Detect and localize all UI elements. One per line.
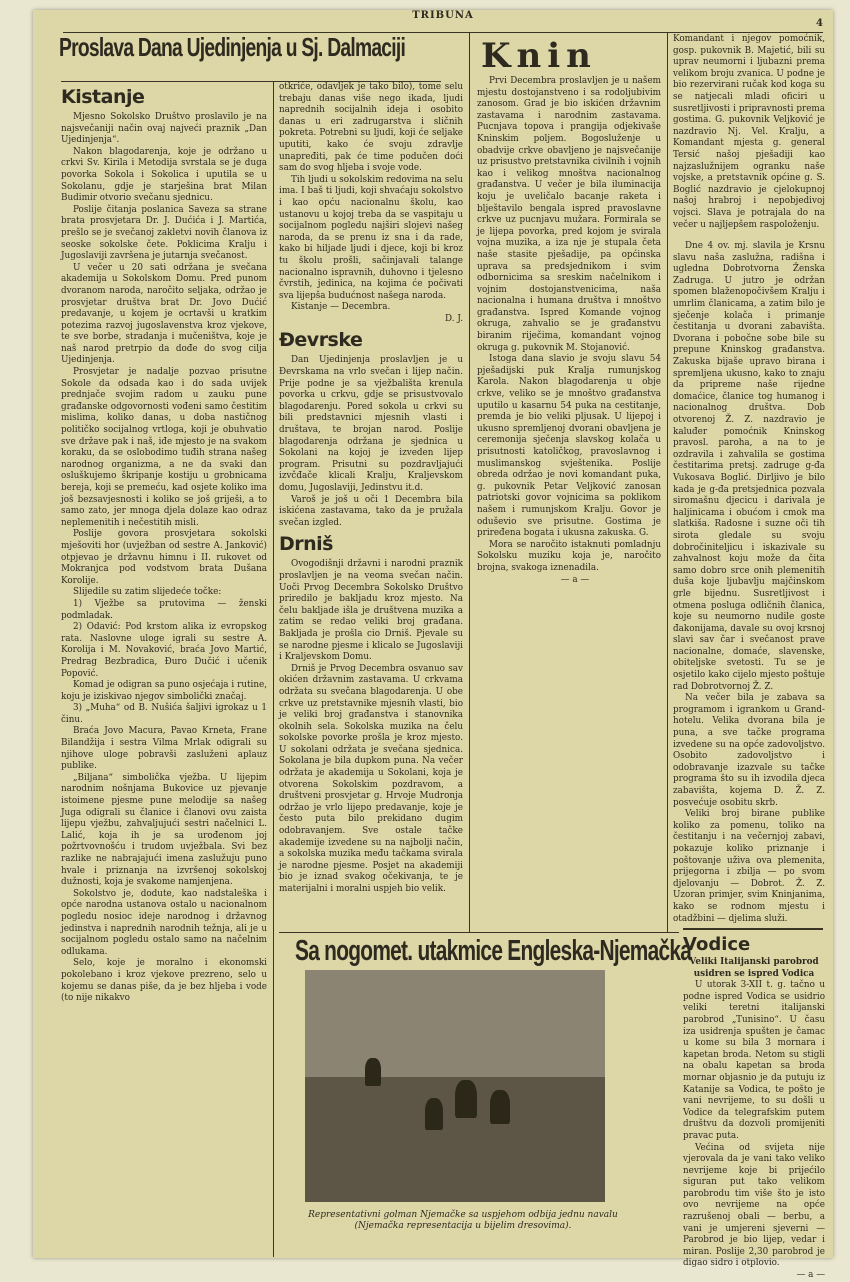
column-divider xyxy=(667,32,668,932)
football-headline: Sa nogomet. utakmice Engleska-Njemačka xyxy=(295,935,692,967)
column-knin-1 xyxy=(477,76,661,932)
paragraph: Drniš je Prvog Decembra osvanuo sav okićen državnim zastavama. U crkvama održata su svečana blagodarenja. U obe crkve uz pretstavnike mjesnih vlasti, bio je veliki broj građanstva i stanovnika okolnih sela. Sokolska muzika na čelu sokolske povorke prošla je kroz mjesto. U sokolani održata je svečana sjednica. Sokolana je bila dupkom puna. Na večer održata je akademija u Sokolani, koja je otvorena Sokolskim pozdravom, a društveni prosvjetar g. Hrvoje Mudronja održao je vrlo lijepo predavanje, koje je često puta bilo prekidano dugim odobravanjem. Sve ostale tačke akademije izvedene su na najbolji način, a sokolska muzika među tačkama svirala je narodne pjesme. Posjet na akademiji bio je iznad svakog očekivanja, te je materijalni i moralni uspjeh bio velik. xyxy=(279,663,463,894)
paragraph: Mjesno Sokolsko Društvo proslavilo je na najsvečaniji način ovaj najveći praznik „Dan Ujedinjenja“. xyxy=(61,112,267,146)
paragraph: „Biljana“ simbolička vježba. U lijepim narodnim nošnjama Bukovice uz pjevanje istoimene pjesme pune melodije sa našeg Juga odigrali su članice i članovi ovu zaista lijepu vježbu, zahvaljujući sestri načelnici L. Lalić, koja ih je sa urođenom joj požrtvovnošću i trudom uvježbala. Svi bez razlike ne nabrajajući imena zaslužuju puno hvale i priznanja na izvršenoj sokolskoj dužnosti, koja je svakome namjenjena. xyxy=(61,772,267,888)
paragraph: Komad je odigran sa puno osjećaja i rutine, koju je iziskivao njegov simbolički značaj. xyxy=(61,680,267,702)
paragraph: Braća Jovo Macura, Pavao Krneta, Frane Bilandžija i sestra Vilma Mrlak odigrali su njihove uloge pobravši zasluženi aplauz publike. xyxy=(61,726,267,772)
masthead: TRIBUNA xyxy=(63,10,823,33)
section-heading-vodice: Vodice xyxy=(683,934,751,955)
paragraph: Istoga dana slavio je svoju slavu 54 pješadijski puk Kralja rumunjskog Karola. Nakon blagodarenja u obje crkve, veliko se je mnoštvo građanstva uputilo u kasarnu 54 puka na cestitanje, premda je bio veliki pljusak. U lijepoj i ukusno spremljenoj dvorani obavljena je ceremonija sječenja slavskog kolača u prisutnosti katoličkog, pravoslavnog i muslimanskog svještenika. Poslije obreda održao je novi komandant puka, g. pukovnik Petar Veljković zanosan patriotski govor vojnicima sa poklikom našem i rumunjskom Kralju. Govor je oduševio sve prisutne. Gostima je priređena bogata i ukusna zakuska. G. xyxy=(477,354,661,539)
section-heading-kistanje: Kistanje xyxy=(61,86,145,108)
signature: — a — xyxy=(560,574,590,585)
paragraph: 1) Vježbe sa prutovima — ženski podmladak. xyxy=(61,598,267,621)
paragraph: Prvi Decembra proslavljen je u našem mjestu dostojanstveno i sa rodoljubivim zanosom. Grad je bio iskićen državnim zastavama i narodnim zastavama. Pucnjava topova i prangija odjekivaše Kninskim poljem. Bogosluženje u obadvije crkve obavljeno je najsvečanije uz prisustvo pretstavnika civilnih i vojnih kao i velikog mnoštva nacionalnog građanstva. U večer je bila iluminacija koju je uveličalo bacanje raketa i blještavilo bengala ispred pravoslavne crkve uz pucnjavu mužara. Formirala se je lijepa povorka, pred kojom je svirala vojna muzika, a iza nje je stupala četa naše stasite pješadije, pa općinska uprava sa predsjednikom i svim odbornicima sa sreskim načelnikom i vojnim dostojanstvenicima, naša nacionalna i humana društva i mnoštvo građanstva. Ispred Komande vojnog okruga, zahvalio se je građanstvu biranim riječima, komandant vojnog okruga g. pukovnik M. Stojanović. xyxy=(477,76,661,353)
column-2 xyxy=(279,82,463,932)
column-kistanje-1 xyxy=(61,82,267,1257)
divider xyxy=(279,932,679,933)
paragraph: Nakon blagodarenja, koje je održano u crkvi Sv. Kirila i Metodija svrstala se je duga povorka Sokola i Sokolica i uputila se u Sokolanu, gdje je starješina brat Milan Budimir otvorio svečanu sjednicu. xyxy=(61,146,267,204)
section-heading-knin: Knin xyxy=(481,36,597,76)
section-heading-devrske: Đevrske xyxy=(279,329,363,352)
banner-headline: Proslava Dana Ujedinjenja u Sj. Dalmaciji xyxy=(59,32,406,62)
paragraph: Poslije čitanja poslanica Saveza sa strane brata prosvjetara Dr. J. Dućića i J. Martića, prešlo se je svečanoj zakletvi novih članova iz seoske sokolske čete. Poklicima Kralju i Jugoslaviji završena je jutarnja svečanost. xyxy=(61,204,267,262)
paragraph: Komandant i njegov pomoćnik, gosp. pukovnik B. Majetić, bili su uprav neumorni i ljubazni prema velikom broju zvanica. U podne je bio rezervirani ručak kod koga su se natjecali mladi oficiri u susretljivosti i pripravnosti prema gostima. G. pukovnik Veljković je nazdravio Nj. Vel. Kralju, a Komandant mjesta g. general Tersić našoj pješadiji kao najzaslužnijem ogranku naše vojske, a pretstavnik općine g. S. Boglić nazdravio je cjelokupnoj našoj hrabroj i nepobjedivoj vojsci. Slava je potrajala do na večer u najljepšem raspoloženju. xyxy=(673,34,825,230)
paragraph: Većina od svijeta nije vjerovala da je vani tako veliko nevrijeme koje bi prijećilo siguran put tako velikom parobrodu tim više što je isto ovo nevrijeme na opće razrušenoj obali — berbu, a vani je umjereni sjeverni — Parobrod je bio lijep, vedar i miran. Poslije 2,30 parobrod je digao sidro i otplovio. xyxy=(683,1142,825,1269)
page-number: 4 xyxy=(816,18,823,29)
column-vodice xyxy=(683,932,825,1281)
signature: D. J. xyxy=(445,313,463,324)
player-figure xyxy=(365,1058,381,1086)
player-figure xyxy=(455,1080,477,1118)
paragraph: Selo, koje je moralno i ekonomski pokolebano i kroz vjekove prezreno, selo u kojemu se danas piše, da je bez hljeba i vode (to nije nikakvo xyxy=(61,958,267,1004)
paragraph: Sokolstvo je, dodute, kao nadstaleška i opće narodna ustanova ostalo u nacionalnom pogledu nosioc ideje narodnog i državnog jedinstva i naprednih narodnih težnja, ali je u socijalnom pogledu ostalo samo na načelnim odlukama. xyxy=(61,888,267,957)
player-figure xyxy=(490,1090,510,1124)
paragraph: Dne 4 ov. mj. slavila je Krsnu slavu naša zaslužna, radišna i ugledna Dobrotvorna Ženska Zadruga. U jutro je održan spomen blaženopočivšem Kralju i umrlim članicama, a zatim bilo je sječenje kolača i primanje čestitanja u dvorani zabavišta. Dvorana i pobočne sobe bile su prepune Kninskog građanstva. Zakuska bijaše upravo birana i spremljena ukusno, kako to znaju da pripreme naše rijedne domaćice, članice tog humanog i nacionalnog društva. Dob otvorenoj Ž. Z. nazdravio je kaluđer pomoćnik Kninskog pravosl. paroha, a na to je ozdravila i zahvalila se gostima čestitarima pretsj. zadruge g-đa Vukosava Boglić. Dirljivo je bilo kada je g-đa pretsjednica pozvala siromašnu djecicu i darivala je haljinicama i obućom i cmok ma slatkiša. Radosne i suzne oči tih sirota gledale su svoju dobročiniteljicu i iskazivale su zahvalnost koju može da čita samo dobro srce onih plemenitih duša koje ljubavlju majčinskom grle bijednu. Susretljivost i otmena posluga odličnih članica, koje su neumorno nudile goste đakonijama, davale su ovoj krsnoj slavi sav čar i svečanost prave nacionalne, domaće, slavenske, obiteljske svetosti. Tu se je osjetilo kako cijelo mjesto poštuje rad Dobrotvornoj Ž. Z. xyxy=(673,241,825,692)
section-heading-drnis: Drniš xyxy=(279,533,333,556)
newspaper-page xyxy=(33,10,833,1281)
paragraph: 2) Odavić: Pod krstom alika iz evropskog rata. Naslovne uloge igrali su sestre A. Korolija i M. Novaković, braća Jovo Martić, Predrag Bezbradica, Đuro Dučić i učenik Popović. xyxy=(61,622,267,679)
column-divider xyxy=(469,32,470,932)
caption-line: (Njemačka representacija u bijelim dresovima). xyxy=(354,1221,572,1231)
column-divider xyxy=(273,82,274,1257)
paragraph: U utorak 3-XII t. g. tačno u podne ispred Vodica se usidrio veliki teretni italijanski parobrod „Tunisino“. U času iza usidrenja spušten je čamac u kome su bila 3 mornara i kapetan broda. Netom su stigli na obalu kapetan sa broda mornar objasnio je da putuju iz Katanije sa Vodica, te pošto je vani nevrijeme, to su došli u Vodice da telegrafskim putem društvu da dozvoli promijeniti pravac puta. xyxy=(683,980,825,1141)
paragraph: Tih ljudi u sokolskim redovima na selu ima. I baš ti ljudi, koji shvaćaju sokolstvo i kao opću nacionalnu školu, kao ustanovu u kojoj treba da se vaspitaju u socijalnom pogledu najširi slojevi našeg naroda, da se prenu iz sna i da rade, kako bi hiljade ljudi i djece, koji bi kroz tu školu prošli, sačinjavali talange nacionalno ispravnih, duhovno i tjelesno čvrstih, jedinica, na kojima će počivati sva lijepša budućnost našega naroda. xyxy=(279,174,463,301)
paragraph: Ovogodišnji državni i narodni praznik proslavljen je na veoma svečan način. Uoči Prvog Decembra Sokolsko Društvo priredilo je bakljadu kroz mjesto. Na čelu bakljade išla je društvena muzika a zatim se redao veliki broj građana. Bakljada je prošla cio Drniš. Pjevale su se narodne pjesme i klicalo se Jugoslaviji i Kraljevskom Domu. xyxy=(279,559,463,663)
photo-background xyxy=(305,970,605,1077)
paragraph: 3) „Muha“ od B. Nušića šaljivi igrokaz u 1 činu. xyxy=(61,703,267,725)
paragraph: Na večer bila je zabava sa programom i igrankom u Grand-hotelu. Velika dvorana bila je puna, a sve tačke programa izvedene su na opće zadovoljstvo. Osobito zadovoljstvo i odobravanje izazvale su tačke programa što su ih izvodila djeca zabavišta, kojema D. Ž. Z. posvećuje osobitu skrb. xyxy=(673,693,825,808)
caption-line: Representativni golman Njemačke sa uspjehom odbija jednu navalu xyxy=(308,1210,618,1220)
divider xyxy=(683,928,823,930)
paragraph: Prosvjetar je nadalje pozvao prisutne Sokole da odsada kao i do sada uvijek prednjače svojim radom u zauku pune građanske odgovornosti vođeni samo čestitim mislima, koliko danas, u doba nastičnog političko socijalnog vrtloga, koji je obuhvatio sve države pak i naš, iđe mjesto je na svakom koraku, da se oslobodimo tuđih strana našeg narodnog organizma, a ne da svaki dan osluškujemo škripanje kostiju u grobnicama bereja, koji se premeću, kad osjete koliko ima još bezsavjesnosti i koliko se još griješi, a to samo zato, jer mnoga djela dolaze kao odraz neplemenitih i nečestitih misli. xyxy=(61,367,267,528)
vodice-subheading: Veliki Italijanski parobrod usidren se ispred Vodica xyxy=(689,957,819,979)
paragraph: Veliki broj birane publike koliko za pomenu, toliko na čestitanju i na večernjoj zabavi, pokazuje koliko priznanje i poštovanje uživa ova plemenita, prijegorna i zbilja — po svom djelovanju — Dobrot. Ž. Z. Uzoran primjer, svim Kninjanima, kako se rodnom mjestu i otadžbini — djelima služi. xyxy=(673,809,825,924)
player-figure xyxy=(425,1098,443,1130)
paragraph: Dan Ujedinjenja proslavljen je u Đevrskama na vrlo svečan i lijep način. Prije podne je sa vježbališta krenula povorka u crkvu, gdje se prisustvovalo blagodarenju. Pored sokola u crkvi su bili predstavnici mjesnih vlasti i društava, te brojan narod. Poslije blagodarenja održana je sjednica u Sokolani na kojoj je izveden lijep program. Prisutni su pozdravljajući izvčđače klicali Kralju, Kraljevskom domu, Jugoslaviji, Jedinstvu it.d. xyxy=(279,355,463,493)
football-photo xyxy=(305,970,605,1202)
signature: — a — xyxy=(796,1270,825,1281)
paragraph: otkriće, odavljek je tako bilo), tome selu trebaju danas više nego ikada, ljudi naprednih socijalnih ideja i osobito danas u eri zadrugarstva i sličnih pokreta. Potrebni su ljudi, koji će seljake uputiti, kako će svoju zdravlje unapređiti, pak će time podučen doći sam do svog hljeba i svoje vode. xyxy=(279,82,463,174)
paragraph: Varoš je još u oči 1 Decembra bila iskićena zastavama, tako da je pružala svečan izgled. xyxy=(279,494,463,528)
paragraph: Slijedile su zatim slijedeće točke: xyxy=(73,587,222,598)
column-knin-2 xyxy=(673,34,825,924)
paragraph: Mora se naročito istaknuti pomladnju Sokolsku muziku koja je, naročito brojna, svakoga iznenadila. xyxy=(477,539,661,573)
paragraph: U večer u 20 sati održana je svečana akademija u Sokolskom Domu. Pred punom dvoranom naroda, naročito seljaka, održao je prosvjetar društva brat Dr. Jovo Dućić predavanje, u kojem je ocrtavši u kratkim potezima razvoj jugoslavenstva kroz vjekove, te sve borbe, stradanja i mučeništva, koje je naš narod pretrpio da dođe do svog cilja Ujedinjenja. xyxy=(61,262,267,366)
paragraph: Poslije govora prosvjetara sokolski mješoviti hor (uvježban od sestre A. Janković) otpjevao je državnu himnu i II. rukovet od Mokranjca pod vodstvom brata Dušana Korolije. xyxy=(61,529,267,586)
photo-caption xyxy=(283,1210,643,1232)
paragraph: Kistanje — Decembra. xyxy=(291,302,391,313)
